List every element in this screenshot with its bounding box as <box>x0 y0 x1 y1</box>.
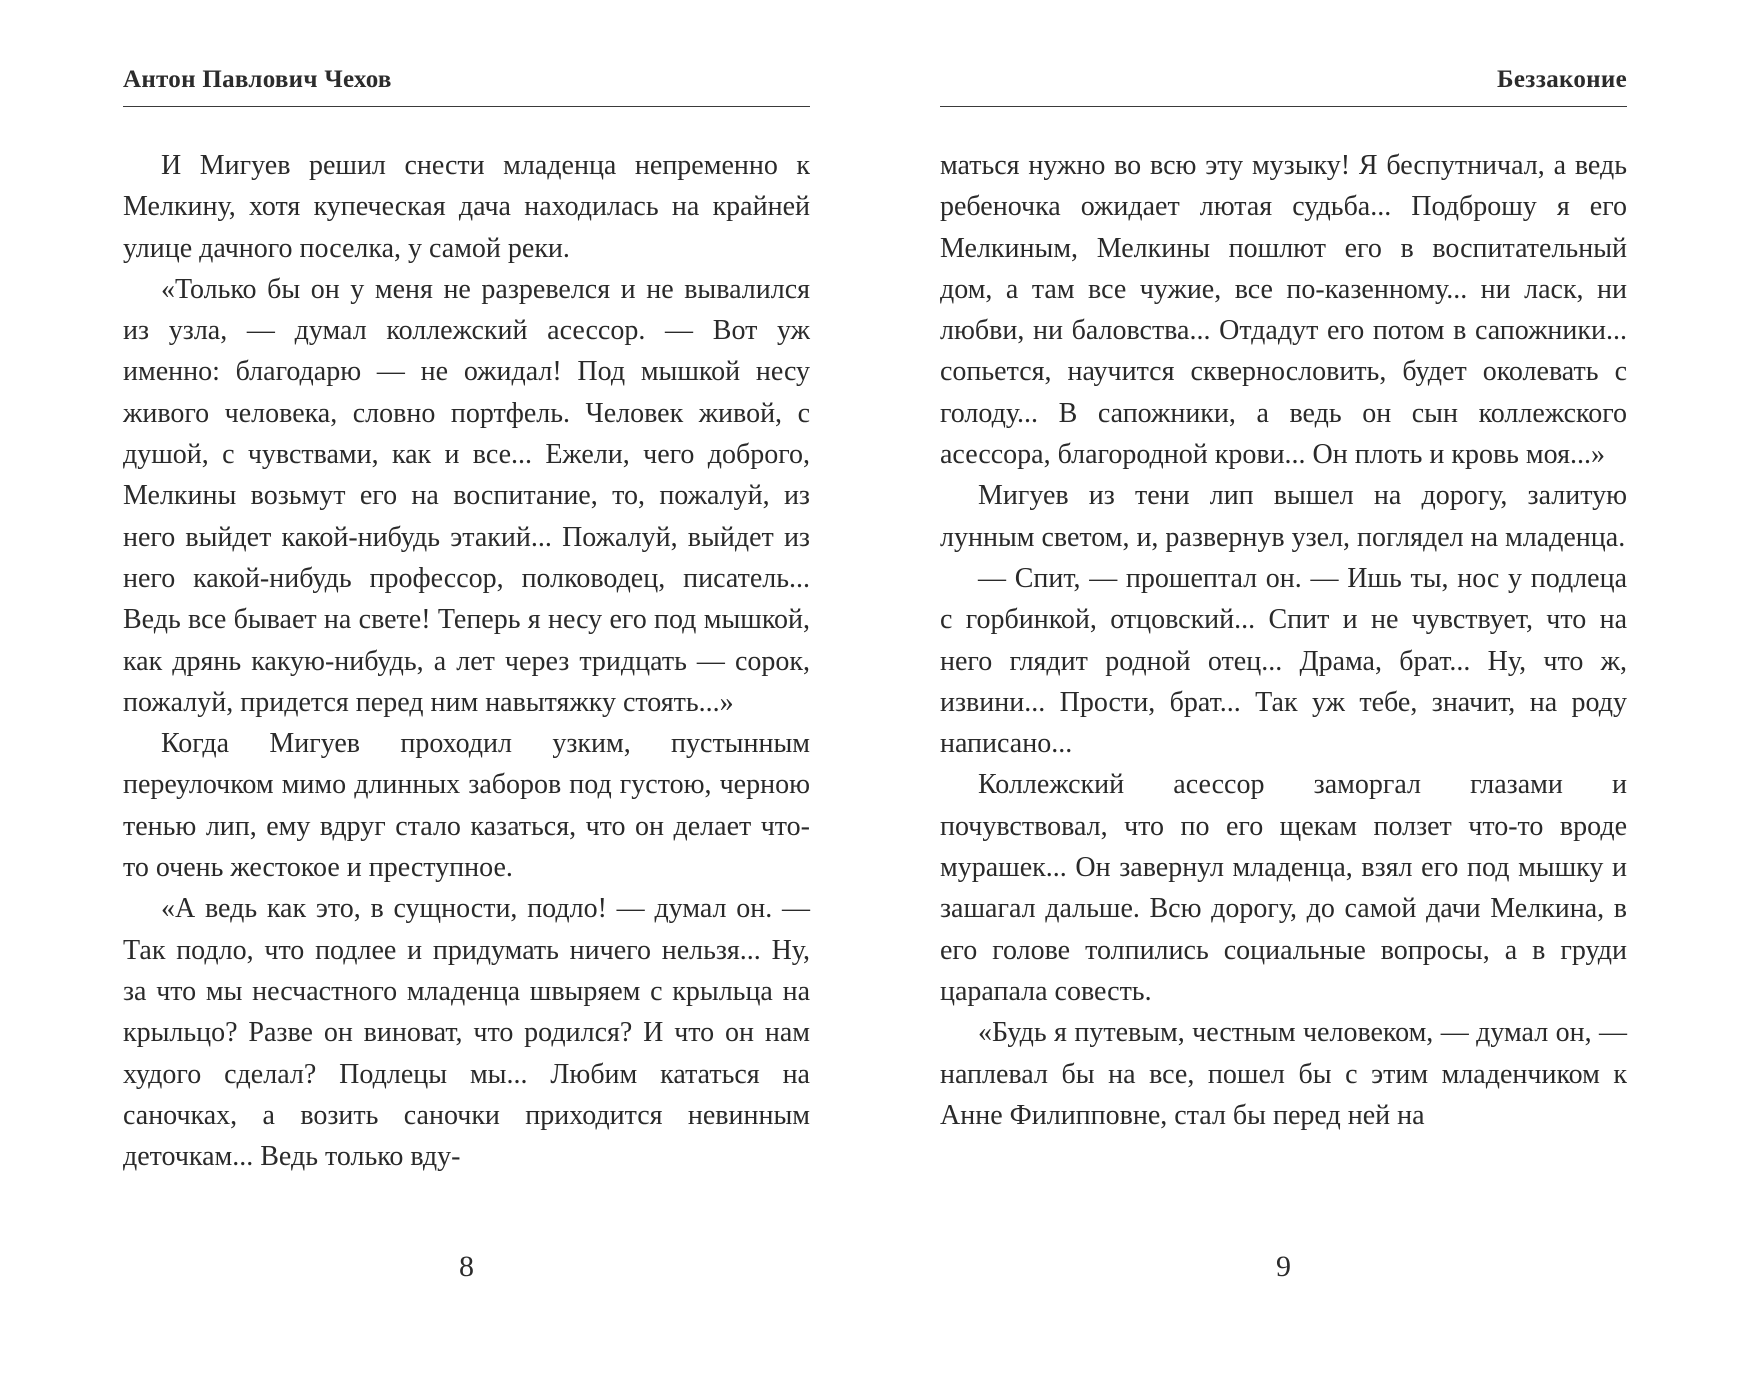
left-paragraph-1: И Мигуев решил снести младенца непременно к Мелкину, хотя купеческая дача находилась на крайней улице дачного поселка, у самой реки. <box>123 150 810 264</box>
right-paragraph-1: Мигуев из тени лип вышел на дорогу, залитую лунным светом, и, развернув узел, поглядел на младенца. <box>940 480 1627 553</box>
left-page-number: 8 <box>459 1250 474 1283</box>
right-page-body <box>940 145 1627 1136</box>
right-header-rule <box>940 106 1627 107</box>
left-page-body <box>123 145 810 1177</box>
left-header-rule <box>123 106 810 107</box>
left-running-header: Антон Павлович Чехов <box>123 66 392 93</box>
right-paragraph-3: Коллежский асессор заморгал глазами и почувствовал, что по его щекам ползет что-то вроде мурашек... Он завернул младенца, взял его под мышку и зашагал дальше. Всю дорогу, до самой дачи Мелкина, в его голове толпились социальные вопросы, а в груди царапала совесть. <box>940 769 1627 1007</box>
right-paragraph-2: — Спит, — прошептал он. — Ишь ты, нос у подлеца с горбинкой, отцовский... Спит и не чувствует, что на него глядит родной отец... Драма, брат... Ну, что ж, извини... Прости, брат... Так уж тебе, значит, на роду написано... <box>940 562 1627 760</box>
left-paragraph-2: «Только бы он у меня не разревелся и не вывалился из узла, — думал коллежский асессор. — Вот уж именно: благодарю — не ожидал! Под мышкой несу живого человека, словно портфель. Человек живой, с душой, с чувствами, как и все... Ежели, чего доброго, Мелкины возьмут его на воспитание, то, пожалуй, из него выйдет какой-нибудь этакий... Пожалуй, выйдет из него какой-нибудь профессор, полководец, писатель... Ведь все бывает на свете! Теперь я несу его под мышкой, как дрянь какую-нибудь, а лет через тридцать — сорок, пожалуй, придется перед ним навытяжку стоять...» <box>123 273 810 718</box>
left-paragraph-4: «А ведь как это, в сущности, подло! — думал он. — Так подло, что подлее и придумать ничего нельзя... Ну, за что мы несчастного младенца швыряем с крыльца на крыльцо? Разве он виноват, что родился? И что он нам худого сделал? Подлецы мы... Любим кататься на саночках, а возить саночки приходится невинным деточкам... Ведь только вду- <box>123 893 810 1173</box>
right-paragraph-4: «Будь я путевым, честным человеком, — думал он, — наплевал бы на все, пошел бы с этим младенчиком к Анне Филипповне, стал бы перед ней на <box>940 1017 1627 1131</box>
left-paragraph-3: Когда Мигуев проходил узким, пустынным переулочком мимо длинных заборов под густою, черною тенью лип, ему вдруг стало казаться, что он делает что-то очень жестокое и преступное. <box>123 728 810 884</box>
right-continuation-paragraph: маться нужно во всю эту музыку! Я беспутничал, а ведь ребеночка ожидает лютая судьба... Подброшу я его Мелкиным, Мелкины пошлют его в воспитательный дом, а там все чужие, все по-казенному... ни ласк, ни любви, ни баловства... Отдадут его потом в сапожники... сопьется, научится сквернословить, будет околевать с голоду... В сапожники, а ведь он сын коллежского асессора, благородной крови... Он плоть и кровь моя...» <box>940 150 1627 471</box>
right-page-number: 9 <box>1276 1250 1291 1283</box>
left-page <box>123 0 810 1382</box>
right-running-header: Беззаконие <box>1496 66 1627 93</box>
right-page <box>940 0 1627 1382</box>
